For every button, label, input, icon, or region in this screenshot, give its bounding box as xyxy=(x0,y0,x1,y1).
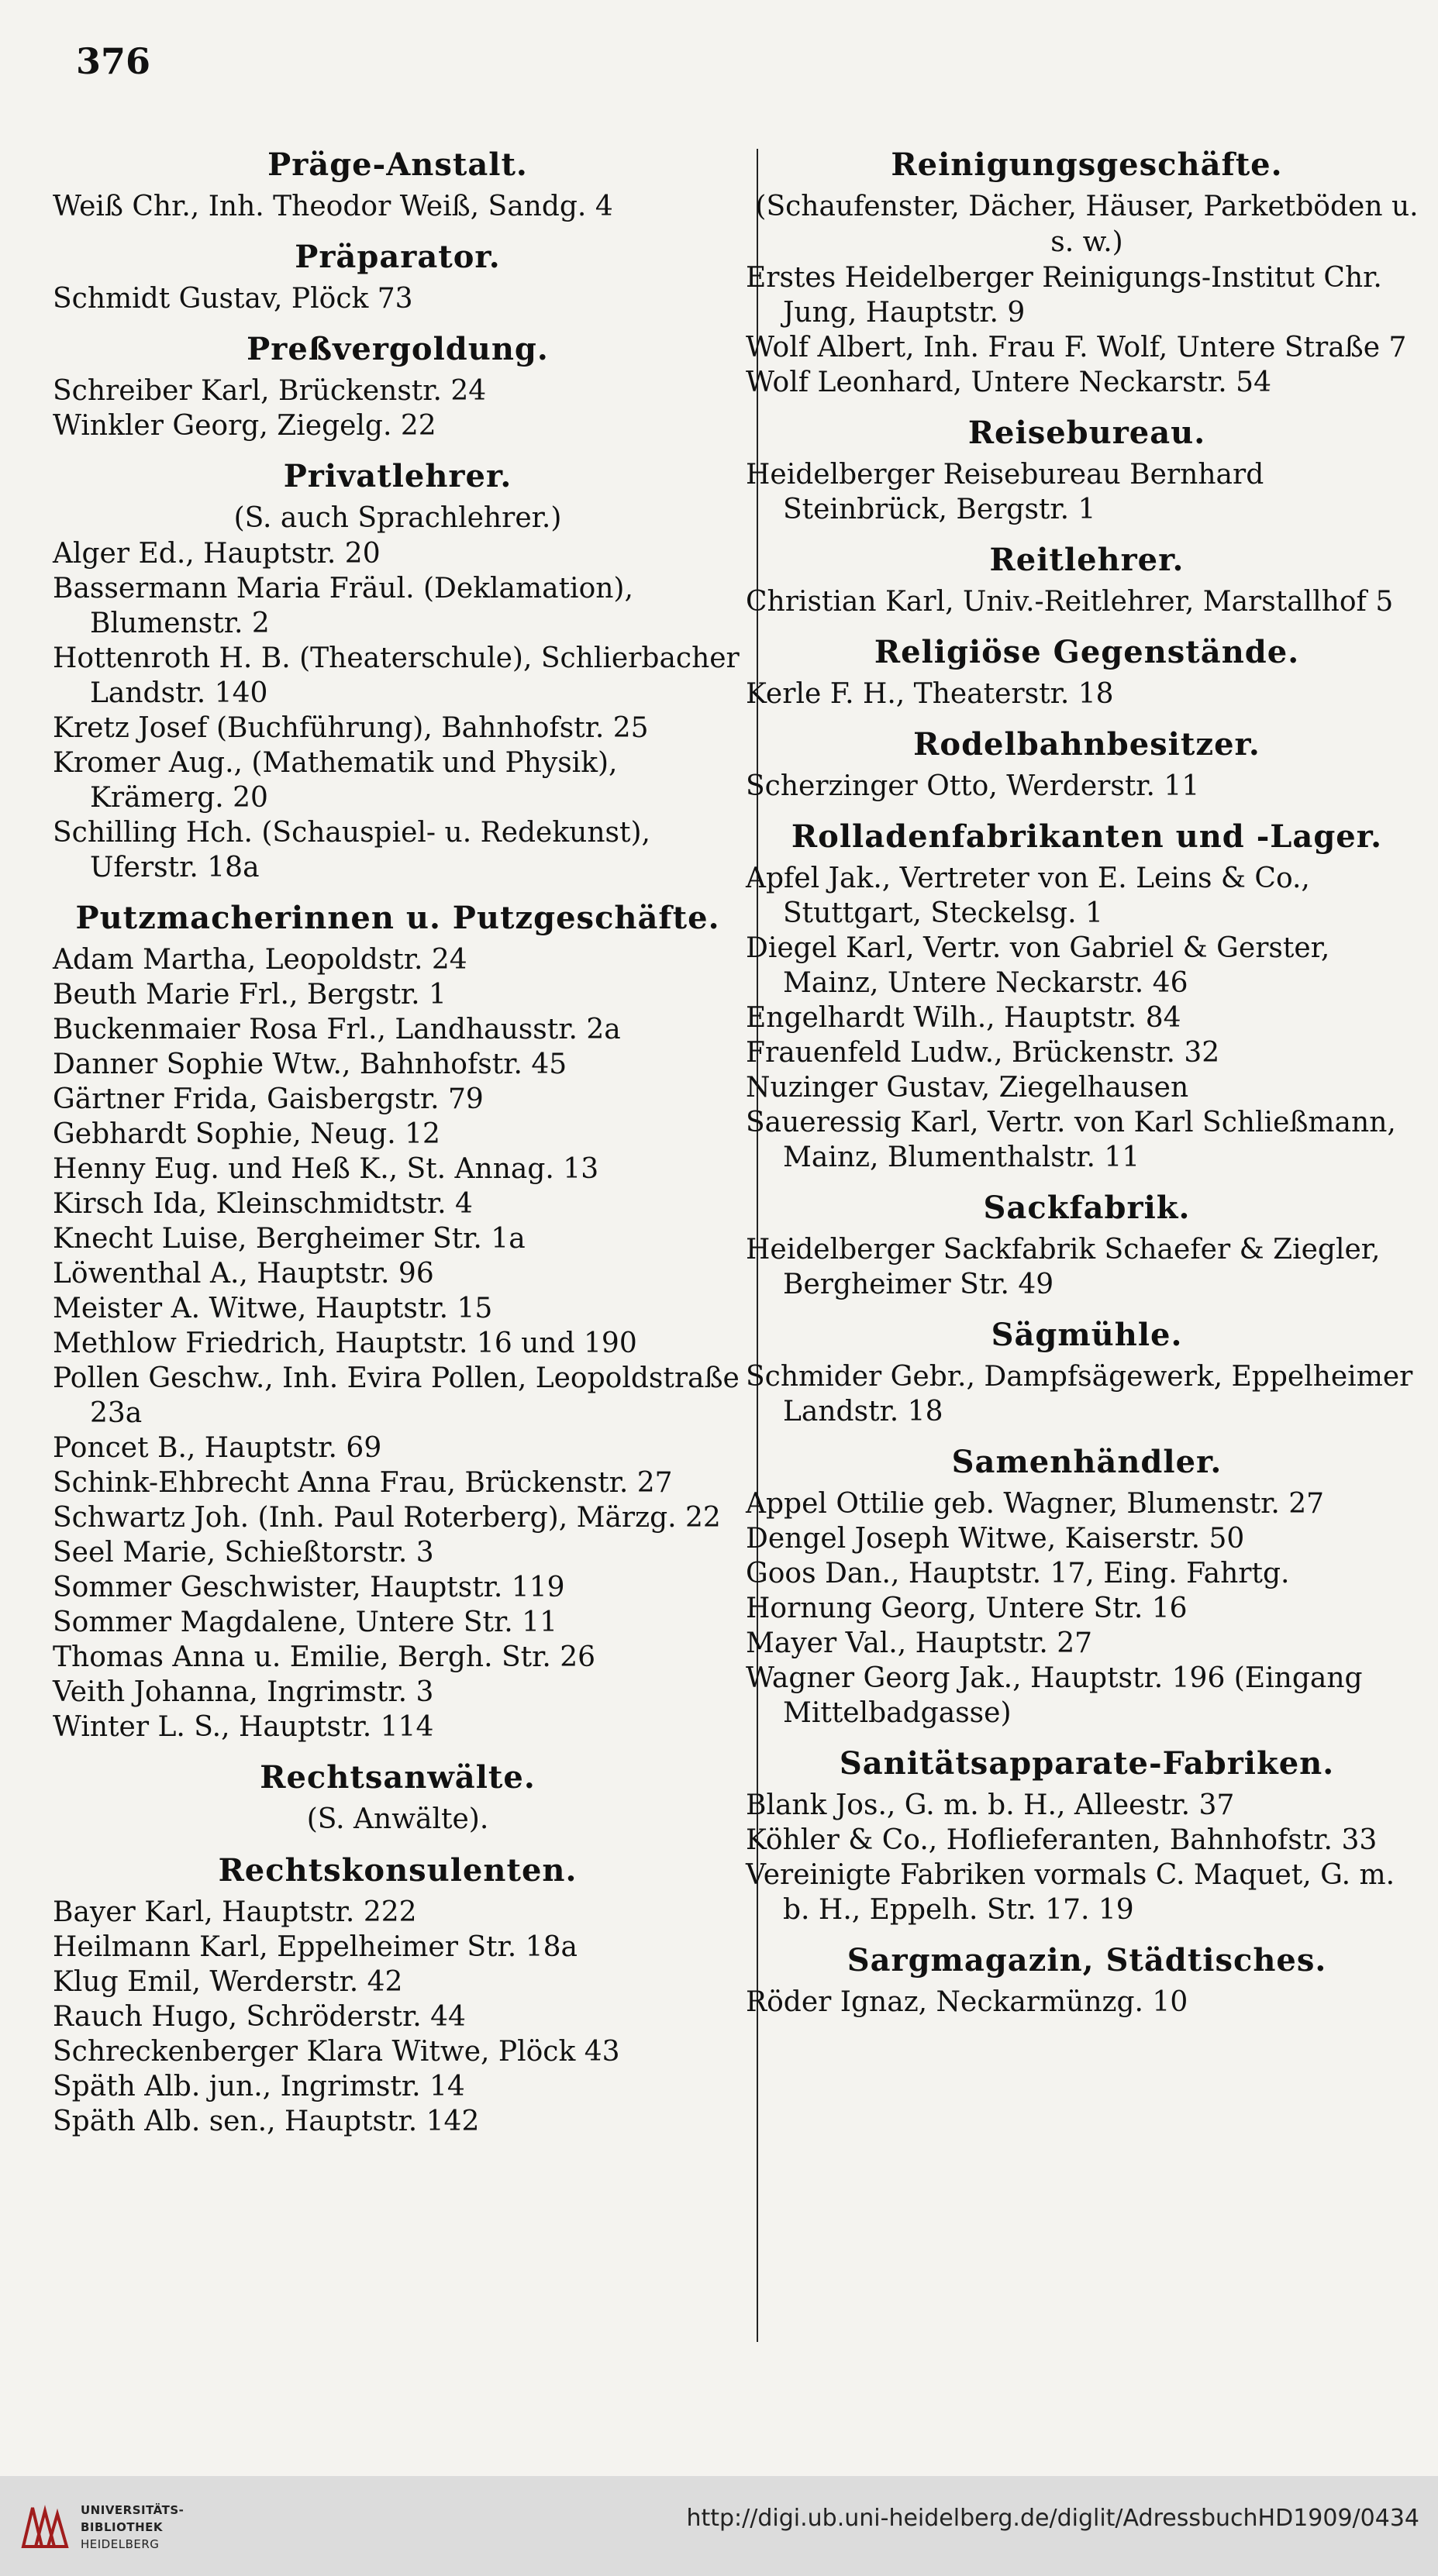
directory-section xyxy=(53,1848,743,2139)
section-heading: Präge-Anstalt. xyxy=(267,146,528,183)
directory-entry: Wolf Albert, Inh. Frau F. Wolf, Untere Straße 7 xyxy=(746,332,1407,363)
library-logo[interactable] xyxy=(17,2494,188,2561)
section-heading: Reinigungsgeschäfte. xyxy=(891,146,1283,183)
section-heading: Religiöse Gegenstände. xyxy=(874,634,1300,670)
section-heading: Präparator. xyxy=(295,239,501,275)
directory-entry: Dengel Joseph Witwe, Kaiserstr. 50 xyxy=(746,1523,1245,1555)
directory-entry: Meister A. Witwe, Hauptstr. 15 xyxy=(53,1293,493,1324)
directory-entry: Methlow Friedrich, Hauptstr. 16 und 190 xyxy=(53,1328,637,1359)
directory-entry: Röder Ignaz, Neckarmünzg. 10 xyxy=(746,1986,1188,2018)
directory-entry: Veith Johanna, Ingrimstr. 3 xyxy=(53,1676,434,1708)
directory-entry: Schink-Ehbrecht Anna Frau, Brückenstr. 27 xyxy=(53,1467,673,1499)
directory-entry: Engelhardt Wilh., Hauptstr. 84 xyxy=(746,1002,1181,1034)
directory-entry: Saueressig Karl, Vertr. von Karl Schließmann, Mainz, Blumenthalstr. 11 xyxy=(746,1107,1396,1173)
directory-section xyxy=(53,235,743,316)
directory-entry: Diegel Karl, Vertr. von Gabriel & Gerster, Mainz, Untere Neckarstr. 46 xyxy=(746,932,1330,999)
directory-entry: Schreckenberger Klara Witwe, Plöck 43 xyxy=(53,2036,620,2068)
directory-entry: Alger Ed., Hauptstr. 20 xyxy=(53,538,381,570)
directory-entry: Nuzinger Gustav, Ziegelhausen xyxy=(746,1072,1189,1104)
directory-entry: Frauenfeld Ludw., Brückenstr. 32 xyxy=(746,1037,1220,1069)
library-logo-icon xyxy=(17,2500,71,2554)
directory-entry: Henny Eug. und Heß K., St. Annag. 13 xyxy=(53,1153,599,1185)
directory-entry: Köhler & Co., Hoflieferanten, Bahnhofstr. 33 xyxy=(746,1824,1378,1856)
directory-entry: Goos Dan., Hauptstr. 17, Eing. Fahrtg. xyxy=(746,1558,1290,1589)
section-heading: Samenhändler. xyxy=(951,1444,1222,1480)
directory-entry: Schilling Hch. (Schauspiel- u. Redekunst), Uferstr. 18a xyxy=(53,817,650,883)
directory-entry: Erstes Heidelberger Reinigungs-Institut Chr. Jung, Hauptstr. 9 xyxy=(746,262,1382,329)
directory-entry: Bayer Karl, Hauptstr. 222 xyxy=(53,1896,417,1928)
section-heading: Privatlehrer. xyxy=(283,458,512,494)
directory-entry: Scherzinger Otto, Werderstr. 11 xyxy=(746,770,1200,802)
directory-entry: Kirsch Ida, Kleinschmidtstr. 4 xyxy=(53,1188,473,1220)
directory-section xyxy=(53,143,743,224)
directory-section xyxy=(746,411,1428,527)
directory-entry: Hottenroth H. B. (Theaterschule), Schlierbacher Landstr. 140 xyxy=(53,642,740,709)
section-heading: Sargmagazin, Städtisches. xyxy=(847,1942,1327,1978)
section-heading: Sägmühle. xyxy=(991,1317,1183,1353)
directory-section xyxy=(746,538,1428,619)
section-heading: Rolladenfabrikanten und -Lager. xyxy=(791,818,1383,855)
section-note: (S. Anwälte). xyxy=(306,1803,489,1835)
section-heading: Rodelbahnbesitzer. xyxy=(913,726,1260,763)
directory-entry: Sommer Magdalene, Untere Str. 11 xyxy=(53,1607,557,1638)
directory-entry: Schreiber Karl, Brückenstr. 24 xyxy=(53,375,487,407)
directory-entry: Seel Marie, Schießtorstr. 3 xyxy=(53,1537,434,1569)
section-heading: Preßvergoldung. xyxy=(247,331,549,367)
directory-entry: Wagner Georg Jak., Hauptstr. 196 (Eingang Mittelbadgasse) xyxy=(746,1662,1363,1729)
directory-entry: Winter L. S., Hauptstr. 114 xyxy=(53,1711,434,1743)
directory-entry: Adam Martha, Leopoldstr. 24 xyxy=(53,944,467,976)
directory-section xyxy=(746,814,1428,1175)
directory-entry: Bassermann Maria Fräul. (Deklamation), Blumenstr. 2 xyxy=(53,573,633,639)
directory-section xyxy=(746,722,1428,804)
directory-entry: Schwartz Joh. (Inh. Paul Roterberg), Märzg. 22 xyxy=(53,1502,721,1534)
directory-entry: Apfel Jak., Vertreter von E. Leins & Co., Stuttgart, Steckelsg. 1 xyxy=(746,863,1310,929)
directory-entry: Schmider Gebr., Dampfsägewerk, Eppelheimer Landstr. 18 xyxy=(746,1361,1413,1427)
directory-entry: Gärtner Frida, Gaisbergstr. 79 xyxy=(53,1083,484,1115)
directory-entry: Kretz Josef (Buchführung), Bahnhofstr. 25 xyxy=(53,712,649,744)
section-note: (S. auch Sprachlehrer.) xyxy=(233,502,562,534)
directory-entry: Heidelberger Reisebureau Bernhard Steinbrück, Bergstr. 1 xyxy=(746,459,1264,525)
directory-entry: Pollen Geschw., Inh. Evira Pollen, Leopoldstraße 23a xyxy=(53,1362,740,1429)
directory-entry: Vereinigte Fabriken vormals C. Maquet, G. m. b. H., Eppelh. Str. 17. 19 xyxy=(746,1859,1395,1926)
directory-section xyxy=(746,1186,1428,1302)
directory-entry: Appel Ottilie geb. Wagner, Blumenstr. 27 xyxy=(746,1488,1325,1520)
directory-entry: Kromer Aug., (Mathematik und Physik), Krämerg. 20 xyxy=(53,747,618,814)
directory-section xyxy=(746,1313,1428,1429)
logo-text-line2: BIBLIOTHEK xyxy=(81,2520,163,2534)
directory-entry: Poncet B., Hauptstr. 69 xyxy=(53,1432,382,1464)
directory-entry: Rauch Hugo, Schröderstr. 44 xyxy=(53,2001,466,2033)
directory-entry: Heilmann Karl, Eppelheimer Str. 18a xyxy=(53,1931,578,1963)
logo-text-line1: UNIVERSITÄTS- xyxy=(81,2503,184,2517)
section-heading: Sanitätsapparate-Fabriken. xyxy=(839,1745,1335,1782)
left-column xyxy=(53,138,743,2150)
directory-entry: Klug Emil, Werderstr. 42 xyxy=(53,1966,403,1998)
directory-entry: Blank Jos., G. m. b. H., Alleestr. 37 xyxy=(746,1789,1235,1821)
footer-url-link[interactable]: http://digi.ub.uni-heidelberg.de/diglit/AdressbuchHD1909/0434 xyxy=(686,2505,1419,2532)
page-number: 376 xyxy=(76,40,151,82)
directory-section xyxy=(746,143,1428,400)
directory-entry: Späth Alb. sen., Hauptstr. 142 xyxy=(53,2106,480,2137)
directory-entry: Hornung Georg, Untere Str. 16 xyxy=(746,1593,1188,1624)
directory-entry: Kerle F. H., Theaterstr. 18 xyxy=(746,678,1114,710)
section-heading: Sackfabrik. xyxy=(983,1190,1191,1226)
directory-entry: Späth Alb. jun., Ingrimstr. 14 xyxy=(53,2071,465,2102)
directory-section xyxy=(53,454,743,885)
directory-entry: Löwenthal A., Hauptstr. 96 xyxy=(53,1258,434,1290)
directory-entry: Heidelberger Sackfabrik Schaefer & Ziegler, Bergheimer Str. 49 xyxy=(746,1234,1381,1300)
section-heading: Reisebureau. xyxy=(967,415,1206,451)
directory-section xyxy=(53,1755,743,1837)
directory-section xyxy=(746,1741,1428,1927)
section-heading: Putzmacherinnen u. Putzgeschäfte. xyxy=(75,900,720,936)
directory-entry: Christian Karl, Univ.-Reitlehrer, Marstallhof 5 xyxy=(746,586,1394,618)
section-heading: Rechtsanwälte. xyxy=(260,1759,536,1796)
directory-section xyxy=(746,630,1428,711)
directory-entry: Schmidt Gustav, Plöck 73 xyxy=(53,283,413,315)
directory-entry: Mayer Val., Hauptstr. 27 xyxy=(746,1627,1093,1659)
directory-entry: Winkler Georg, Ziegelg. 22 xyxy=(53,410,436,442)
directory-entry: Weiß Chr., Inh. Theodor Weiß, Sandg. 4 xyxy=(53,191,613,222)
section-note: (Schaufenster, Dächer, Häuser, Parketböden u. s. w.) xyxy=(755,191,1419,258)
directory-entry: Beuth Marie Frl., Bergstr. 1 xyxy=(53,979,447,1011)
directory-entry: Wolf Leonhard, Untere Neckarstr. 54 xyxy=(746,367,1271,398)
section-heading: Reitlehrer. xyxy=(989,542,1185,578)
directory-entry: Knecht Luise, Bergheimer Str. 1a xyxy=(53,1223,526,1255)
logo-text-line3: HEIDELBERG xyxy=(81,2537,160,2551)
directory-entry: Gebhardt Sophie, Neug. 12 xyxy=(53,1118,440,1150)
directory-entry: Danner Sophie Wtw., Bahnhofstr. 45 xyxy=(53,1049,567,1080)
directory-entry: Sommer Geschwister, Hauptstr. 119 xyxy=(53,1572,565,1603)
directory-section xyxy=(746,1938,1428,2020)
right-column xyxy=(746,138,1428,2030)
directory-section xyxy=(746,1440,1428,1731)
section-heading: Rechtskonsulenten. xyxy=(218,1852,578,1889)
directory-section xyxy=(53,327,743,443)
directory-section xyxy=(53,896,743,1744)
directory-entry: Thomas Anna u. Emilie, Bergh. Str. 26 xyxy=(53,1641,596,1673)
directory-entry: Buckenmaier Rosa Frl., Landhausstr. 2a xyxy=(53,1014,621,1045)
